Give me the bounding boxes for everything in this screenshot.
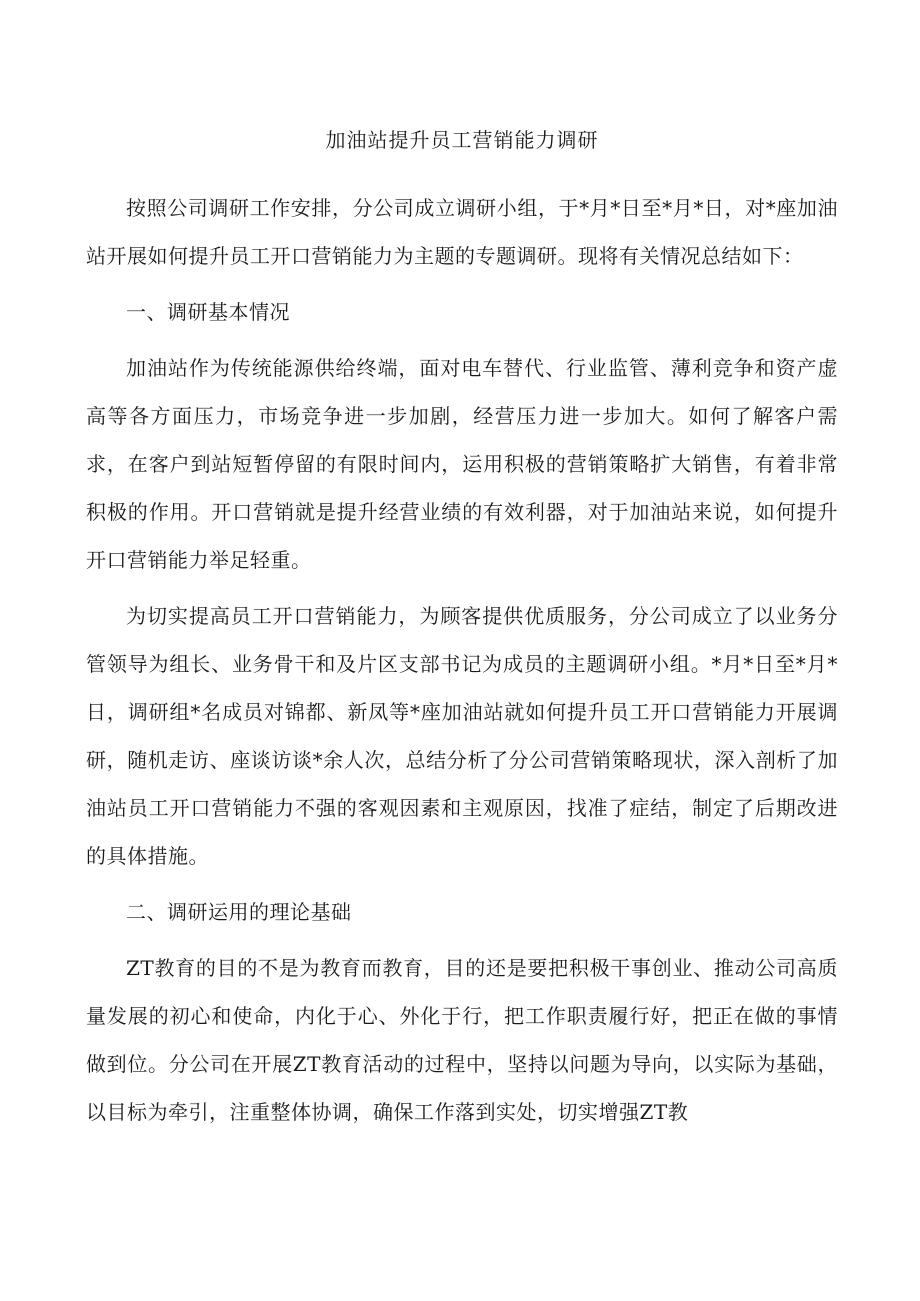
section-heading-basic-situation: 一、调研基本情况 xyxy=(126,300,290,324)
paragraph-background: 加油站作为传统能源供给终端，面对电车替代、行业监管、薄利竞争和资产虚高等各方面压力，市场竞争进一步加剧，经营压力进一步加大。如何了解客户需求，在客户到站短暂停留的有限时间内，运用积极的营销策略扩大销售，有着非常积极的作用。开口营销就是提升经营业绩的有效利器，对于加油站来说，如何提升开口营销能力举足轻重。 xyxy=(86,356,838,572)
section-heading-theory-basis: 二、调研运用的理论基础 xyxy=(126,900,352,924)
intro-paragraph: 按照公司调研工作安排，分公司成立调研小组，于*月*日至*月*日，对*座加油站开展如何提升员工开口营销能力为主题的专题调研。现将有关情况总结如下： xyxy=(86,196,838,268)
document-title: 加油站提升员工营销能力调研 xyxy=(325,128,599,152)
paragraph-research-process: 为切实提高员工开口营销能力，为顾客提供优质服务，分公司成立了以业务分管领导为组长、业务骨干和及片区支部书记为成员的主题调研小组。*月*日至*月*日，调研组*名成员对锦都、新凤等*座加油站就如何提升员工开口营销能力开展调研，随机走访、座谈访谈*余人次，总结分析了分公司营销策略现状，深入剖析了加油站员工开口营销能力不强的客观因素和主观原因，找准了症结，制定了后期改进的具体措施。 xyxy=(86,604,838,868)
paragraph-zt-education: ZT教育的目的不是为教育而教育，目的还是要把积极干事创业、推动公司高质量发展的初心和使命，内化于心、外化于行，把工作职责履行好，把正在做的事情做到位。分公司在开展ZT教育活动的过程中，坚持以问题为导向，以实际为基础，以目标为牵引，注重整体协调，确保工作落到实处，切实增强ZT教 xyxy=(86,956,838,1124)
document-body xyxy=(86,118,838,1144)
